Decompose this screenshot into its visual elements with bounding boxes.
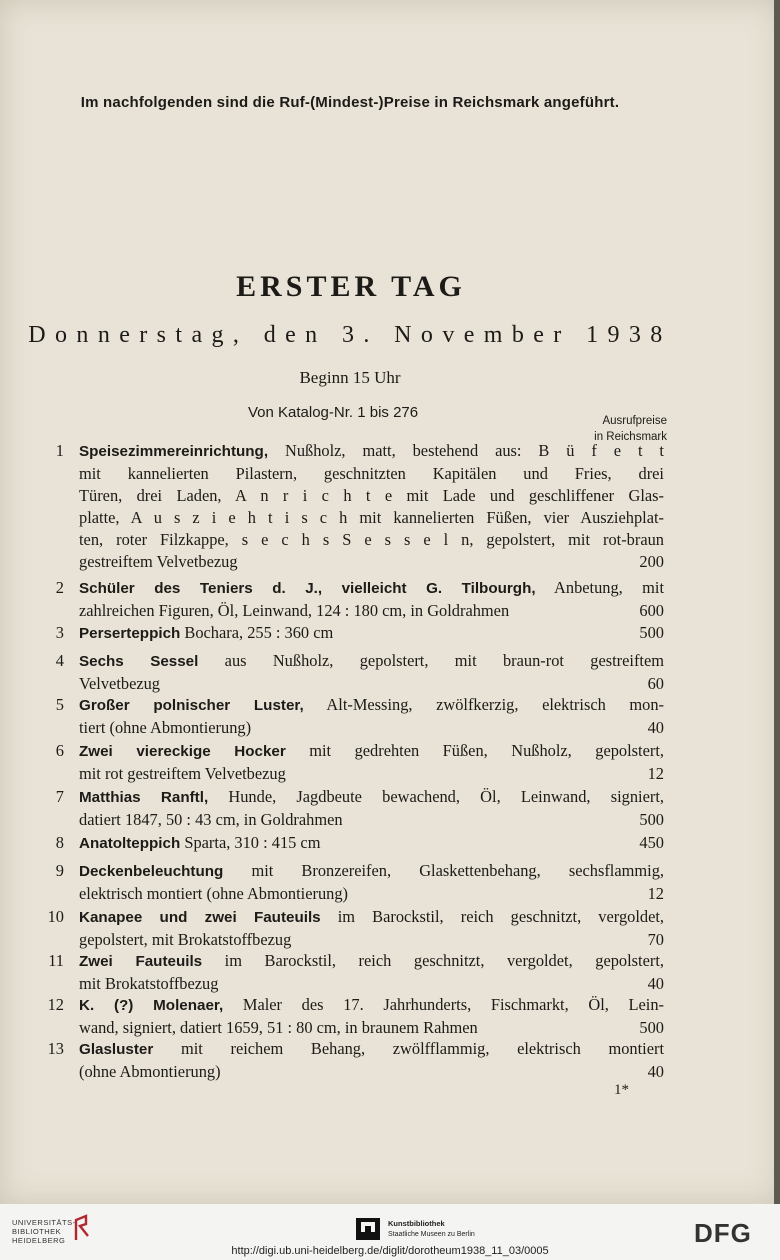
item-description bbox=[79, 1038, 664, 1083]
item-last-line: tiert (ohne Abmontierung) bbox=[79, 718, 252, 737]
item-title: Zwei Fauteuils bbox=[79, 953, 203, 970]
item-line: platte, A u s z i e h t i s c h mit kannelierten Füßen, vier Ausziehplat- bbox=[79, 508, 664, 527]
item-price: 450 bbox=[639, 833, 664, 852]
item-last-line: wand, signiert, datiert 1659, 51 : 80 cm, in braunem Rahmen bbox=[79, 1018, 478, 1037]
item-last-line: mit Brokatstoffbezug bbox=[79, 974, 219, 993]
item-description bbox=[79, 832, 664, 855]
item-last-line: Anatolteppich Sparta, 310 : 415 cm bbox=[79, 833, 321, 852]
item-description bbox=[79, 860, 664, 905]
item-line: Speisezimmereinrichtung, Nußholz, matt, bestehend aus: B ü f e t t bbox=[79, 441, 664, 460]
item-last-line: Perserteppich Bochara, 255 : 360 cm bbox=[79, 623, 334, 642]
item-number: 9 bbox=[55, 861, 64, 880]
item-number: 2 bbox=[55, 578, 64, 597]
item-description bbox=[79, 906, 664, 951]
item-last-line: Velvetbezug bbox=[79, 674, 161, 693]
dfg-logo: DFG bbox=[694, 1218, 752, 1248]
item-number: 11 bbox=[48, 951, 64, 970]
item-title: Anatolteppich bbox=[79, 835, 181, 852]
kb-line-1: Kunstbibliothek bbox=[388, 1219, 445, 1228]
date-line: Donnerstag, den 3. November 1938 bbox=[28, 322, 672, 348]
item-last-line: zahlreichen Figuren, Öl, Leinwand, 124 : 180 cm, in Goldrahmen bbox=[79, 601, 510, 620]
header-note: Im nachfolgenden sind die Ruf-(Mindest-)Preise in Reichsmark angeführt. bbox=[80, 94, 620, 111]
item-price: 12 bbox=[647, 764, 664, 783]
item-title: Perserteppich bbox=[79, 625, 181, 642]
item-last-line: (ohne Abmontierung) bbox=[79, 1062, 221, 1081]
item-line: Großer polnischer Luster, Alt-Messing, zwölfkerzig, elektrisch mon- bbox=[79, 695, 665, 714]
item-number: 6 bbox=[55, 741, 64, 760]
begin-time: Beginn 15 Uhr bbox=[299, 368, 401, 387]
item-line: Zwei Fauteuils im Barockstil, reich geschnitzt, vergoldet, gepolstert, bbox=[79, 951, 664, 970]
item-number: 5 bbox=[55, 695, 64, 714]
item-description bbox=[79, 622, 664, 645]
uni-line-2: BIBLIOTHEK bbox=[12, 1227, 62, 1236]
item-description bbox=[79, 440, 664, 573]
item-title: Matthias Ranftl, bbox=[79, 789, 209, 806]
item-line: Kanapee und zwei Fauteuils im Barockstil, reich geschnitzt, vergoldet, bbox=[79, 907, 665, 926]
item-number: 3 bbox=[55, 623, 64, 642]
item-price: 40 bbox=[647, 718, 664, 737]
item-number: 8 bbox=[55, 833, 64, 852]
item-description bbox=[79, 994, 664, 1039]
item-last-line: elektrisch montiert (ohne Abmontierung) bbox=[79, 884, 349, 903]
item-line: Matthias Ranftl, Hunde, Jagdbeute bewachend, Öl, Leinwand, signiert, bbox=[79, 787, 664, 806]
kunstbibliothek-label bbox=[388, 1219, 475, 1240]
item-last-line: gepolstert, mit Brokatstoffbezug bbox=[79, 930, 292, 949]
item-price: 12 bbox=[647, 884, 664, 903]
page-number: 1* bbox=[614, 1082, 629, 1098]
source-url[interactable]: http://digi.ub.uni-heidelberg.de/diglit/dorotheum1938_11_03/0005 bbox=[231, 1245, 549, 1257]
item-title: Sechs Sessel bbox=[79, 653, 199, 670]
item-number: 12 bbox=[47, 995, 64, 1014]
item-line: K. (?) Molenaer, Maler des 17. Jahrhunderts, Fischmarkt, Öl, Lein- bbox=[79, 995, 665, 1014]
item-line: ten, roter Filzkappe, s e c h s S e s s e l n, gepolstert, mit rot-braun bbox=[79, 530, 664, 549]
item-description bbox=[79, 740, 664, 785]
item-title: Glasluster bbox=[79, 1041, 154, 1058]
item-price: 40 bbox=[647, 1062, 664, 1081]
item-description bbox=[79, 950, 664, 995]
item-description bbox=[79, 694, 664, 739]
university-library-label bbox=[12, 1218, 76, 1245]
item-price: 500 bbox=[639, 1018, 664, 1037]
price-header-line2: in Reichsmark bbox=[594, 431, 667, 443]
item-price: 40 bbox=[647, 974, 664, 993]
item-last-line: gestreiftem Velvetbezug bbox=[79, 552, 238, 571]
catalog-range: Von Katalog-Nr. 1 bis 276 bbox=[248, 404, 419, 421]
item-price: 70 bbox=[647, 930, 664, 949]
item-title: Zwei viereckige Hocker bbox=[79, 743, 286, 760]
item-number: 13 bbox=[47, 1039, 64, 1058]
item-title: Großer polnischer Luster, bbox=[79, 697, 304, 714]
item-title: Speisezimmereinrichtung, bbox=[79, 443, 269, 460]
item-description bbox=[79, 786, 664, 831]
item-title: Schüler des Teniers d. J., vielleicht G. Tilbourgh, bbox=[79, 580, 536, 597]
item-number: 7 bbox=[55, 787, 64, 806]
item-last-line: mit rot gestreiftem Velvetbezug bbox=[79, 764, 286, 783]
item-number: 10 bbox=[47, 907, 64, 926]
item-description bbox=[79, 577, 664, 622]
item-line: mit kannelierten Pilastern, geschnitzten Kapitälen und Fries, drei bbox=[79, 464, 664, 483]
item-price: 200 bbox=[639, 552, 664, 571]
item-last-line: datiert 1847, 50 : 43 cm, in Goldrahmen bbox=[79, 810, 343, 829]
item-price: 60 bbox=[647, 674, 664, 693]
item-description bbox=[79, 650, 664, 695]
item-title: K. (?) Molenaer, bbox=[79, 997, 224, 1014]
item-title: Kanapee und zwei Fauteuils bbox=[79, 909, 321, 926]
item-line: Zwei viereckige Hocker mit gedrehten Füßen, Nußholz, gepolstert, bbox=[79, 741, 664, 760]
item-line: Glasluster mit reichem Behang, zwölfflammig, elektrisch montiert bbox=[79, 1039, 664, 1058]
item-price: 500 bbox=[639, 810, 664, 829]
item-number: 1 bbox=[55, 441, 64, 460]
item-line: Türen, drei Laden, A n r i c h t e mit Lade und geschliffener Glas- bbox=[79, 486, 664, 505]
kb-line-2: Staatliche Museen zu Berlin bbox=[388, 1231, 475, 1238]
day-title: ERSTER TAG bbox=[236, 270, 466, 303]
university-logo-icon bbox=[72, 1214, 92, 1242]
item-title: Deckenbeleuchtung bbox=[79, 863, 224, 880]
item-line: Deckenbeleuchtung mit Bronzereifen, Glaskettenbehang, sechsflammig, bbox=[79, 861, 664, 880]
item-line: Sechs Sessel aus Nußholz, gepolstert, mit braun-rot gestreiftem bbox=[79, 651, 665, 670]
uni-line-3: HEIDELBERG bbox=[12, 1236, 66, 1245]
item-number: 4 bbox=[55, 651, 64, 670]
item-line: Schüler des Teniers d. J., vielleicht G. Tilbourgh, Anbetung, mit bbox=[79, 578, 665, 597]
uni-line-1: UNIVERSITÄTS- bbox=[12, 1218, 76, 1227]
item-price: 500 bbox=[639, 623, 664, 642]
item-price: 600 bbox=[639, 601, 664, 620]
price-header-line1: Ausrufpreise bbox=[602, 415, 667, 427]
kunstbibliothek-logo-icon bbox=[356, 1218, 380, 1240]
